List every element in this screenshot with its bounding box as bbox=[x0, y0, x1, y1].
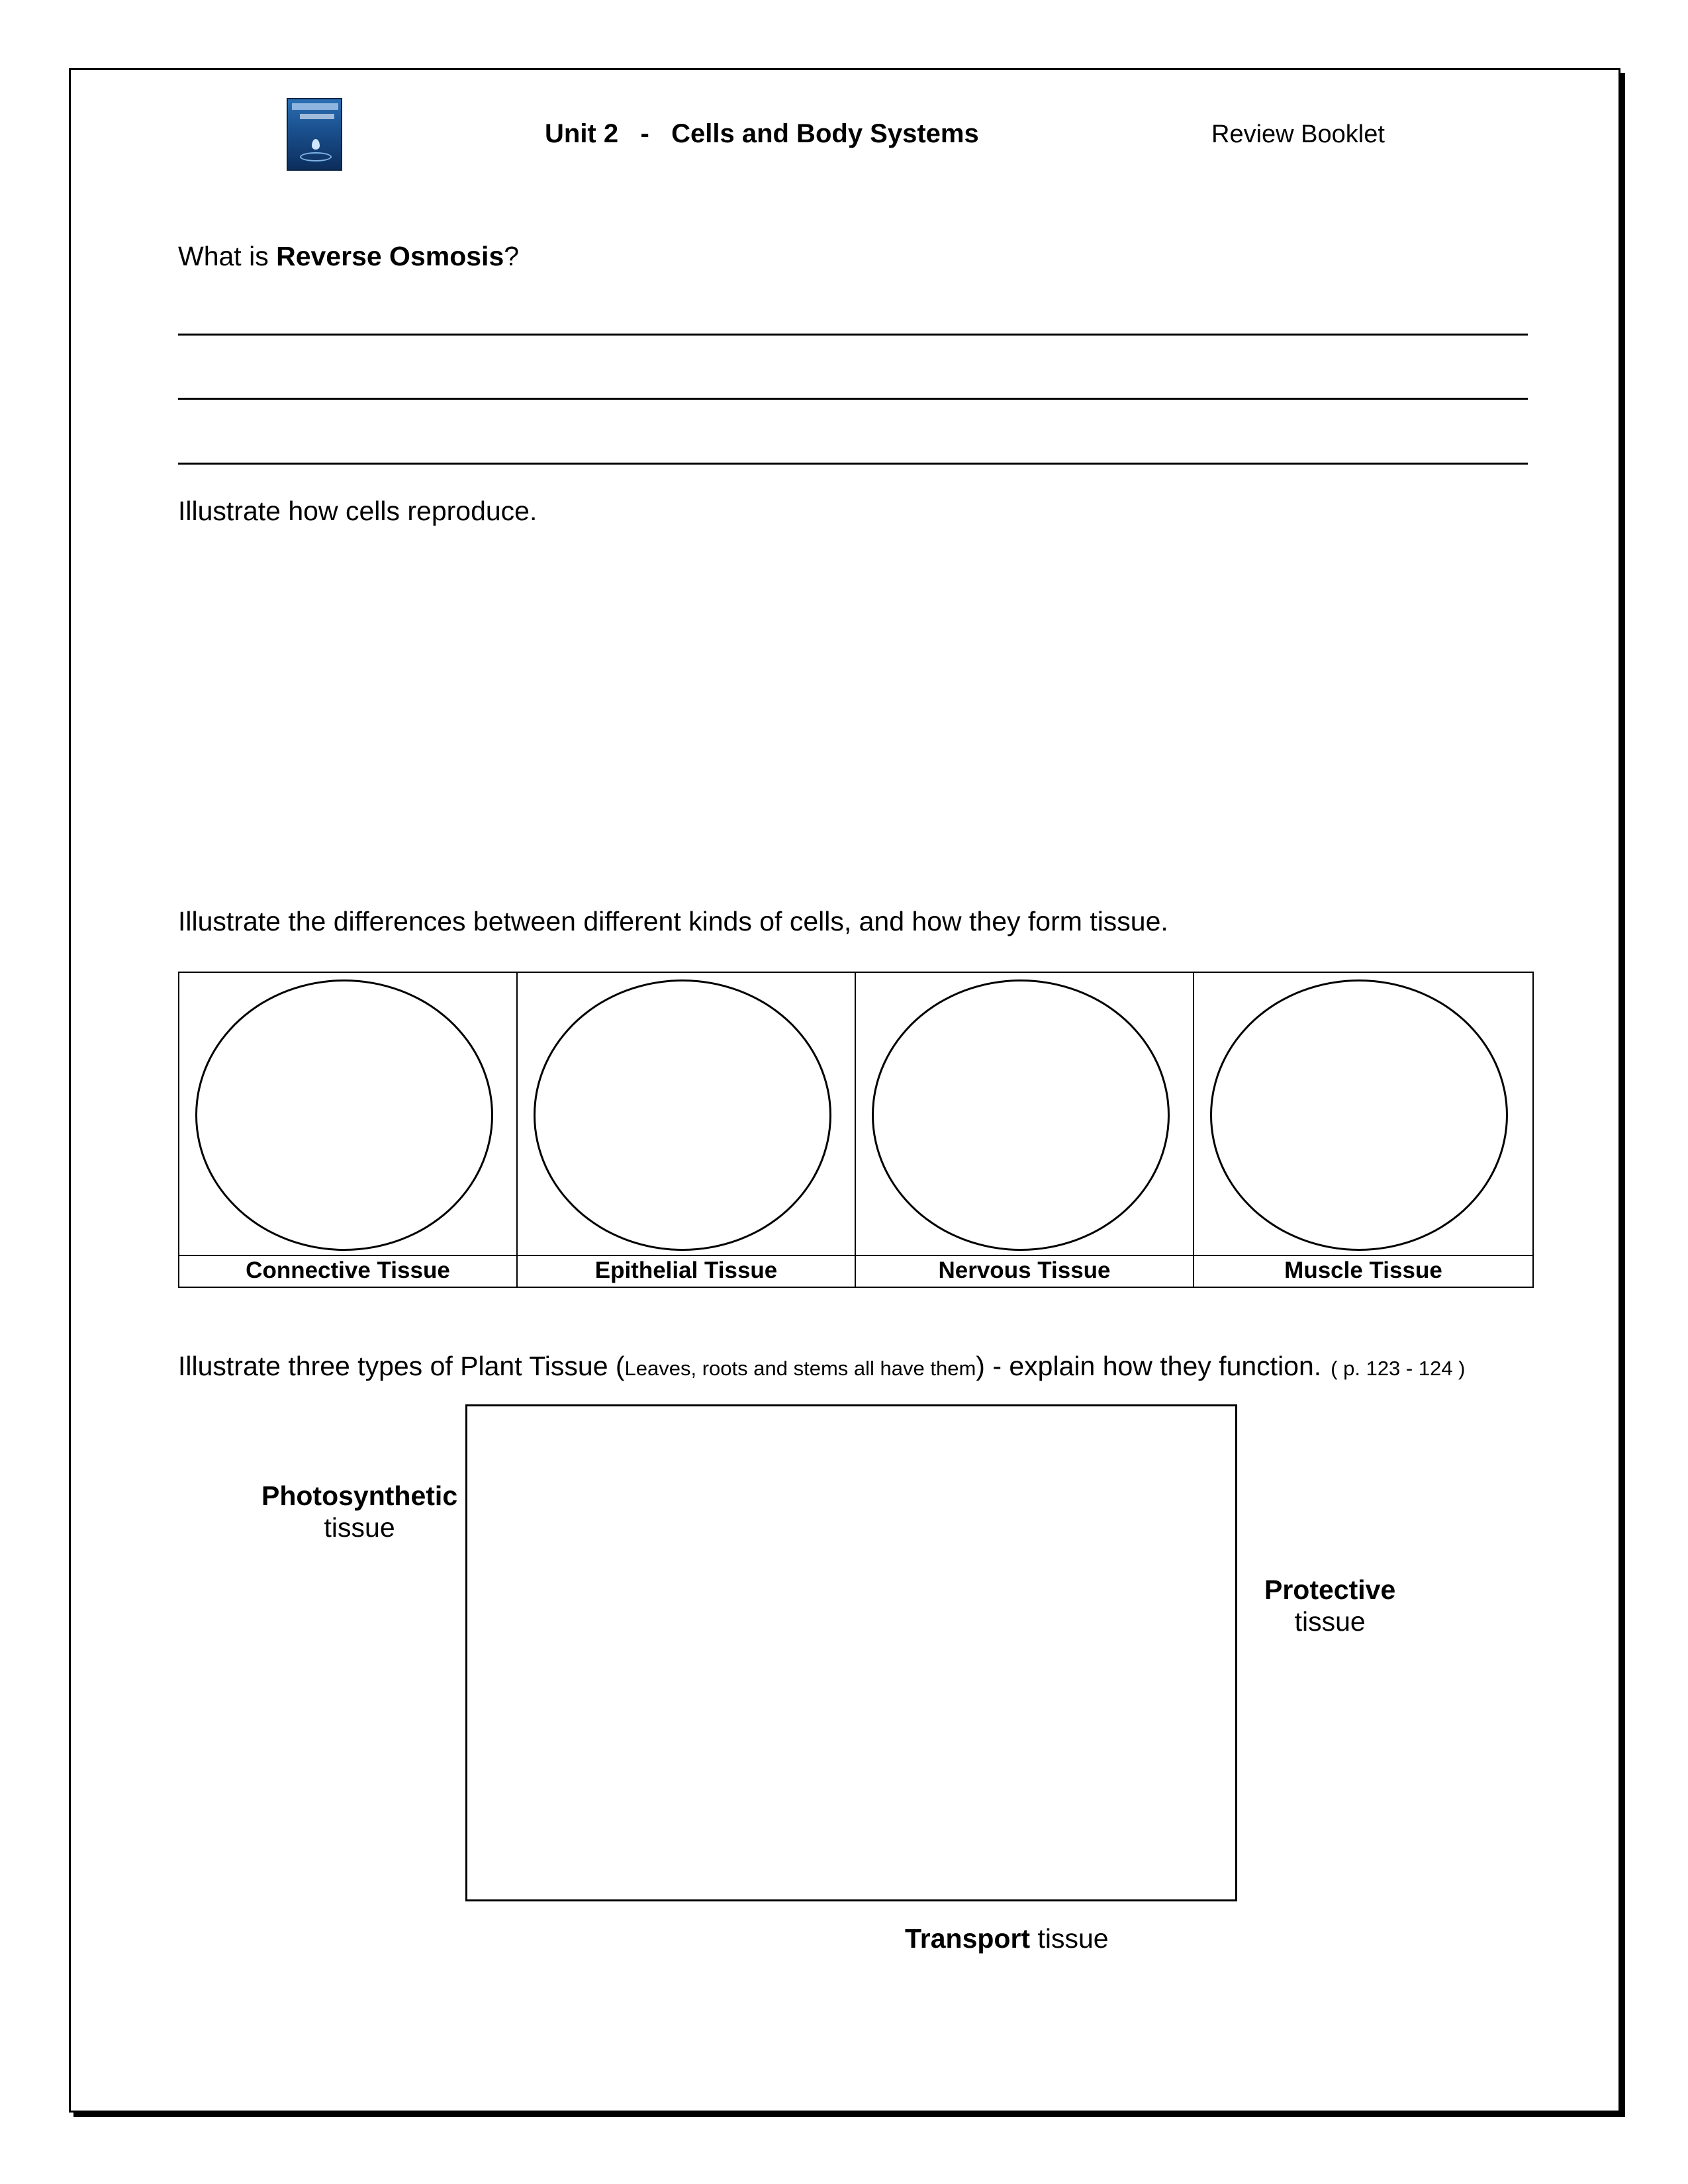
answer-line[interactable] bbox=[178, 334, 1528, 336]
question-cell-differences: Illustrate the differences between different kinds of cells, and how they form tissue. bbox=[178, 906, 1168, 936]
label-transport-tissue: Transport tissue bbox=[905, 1923, 1109, 1954]
drawing-cell-connective[interactable] bbox=[179, 973, 518, 1256]
label-photosynthetic-tissue: Photosynthetic tissue bbox=[261, 1480, 458, 1543]
cell-oval bbox=[872, 979, 1170, 1251]
drawing-cell-muscle[interactable] bbox=[1194, 973, 1532, 1256]
booklet-label: Review Booklet bbox=[1211, 120, 1385, 148]
answer-line[interactable] bbox=[178, 463, 1528, 465]
question-reverse-osmosis: What is Reverse Osmosis? bbox=[178, 241, 520, 271]
book-cover-icon bbox=[287, 98, 342, 171]
tissue-label-nervous: Nervous Tissue bbox=[856, 1256, 1194, 1287]
label-protective-tissue: Protective tissue bbox=[1264, 1574, 1396, 1637]
tissue-table bbox=[178, 972, 1534, 1288]
answer-line[interactable] bbox=[178, 398, 1528, 400]
drawing-cell-epithelial[interactable] bbox=[518, 973, 856, 1256]
term-reverse-osmosis: Reverse Osmosis bbox=[276, 241, 504, 271]
question-cell-reproduction: Illustrate how cells reproduce. bbox=[178, 496, 538, 526]
drawing-cell-nervous[interactable] bbox=[856, 973, 1194, 1256]
cell-oval bbox=[534, 979, 831, 1251]
tissue-label-epithelial: Epithelial Tissue bbox=[518, 1256, 856, 1287]
plant-tissue-drawing-box[interactable] bbox=[465, 1404, 1237, 1901]
cell-oval bbox=[1210, 979, 1508, 1251]
unit-title: Unit 2 - Cells and Body Systems bbox=[545, 119, 979, 148]
cell-oval bbox=[195, 979, 493, 1251]
tissue-label-connective: Connective Tissue bbox=[179, 1256, 518, 1287]
page-reference: ( p. 123 - 124 ) bbox=[1331, 1357, 1466, 1380]
tissue-label-muscle: Muscle Tissue bbox=[1284, 1257, 1442, 1283]
question-plant-tissue: Illustrate three types of Plant Tissue (Leaves, roots and stems all have them) - explain how they function. ( p. 123 - 124 ) bbox=[178, 1351, 1466, 1381]
